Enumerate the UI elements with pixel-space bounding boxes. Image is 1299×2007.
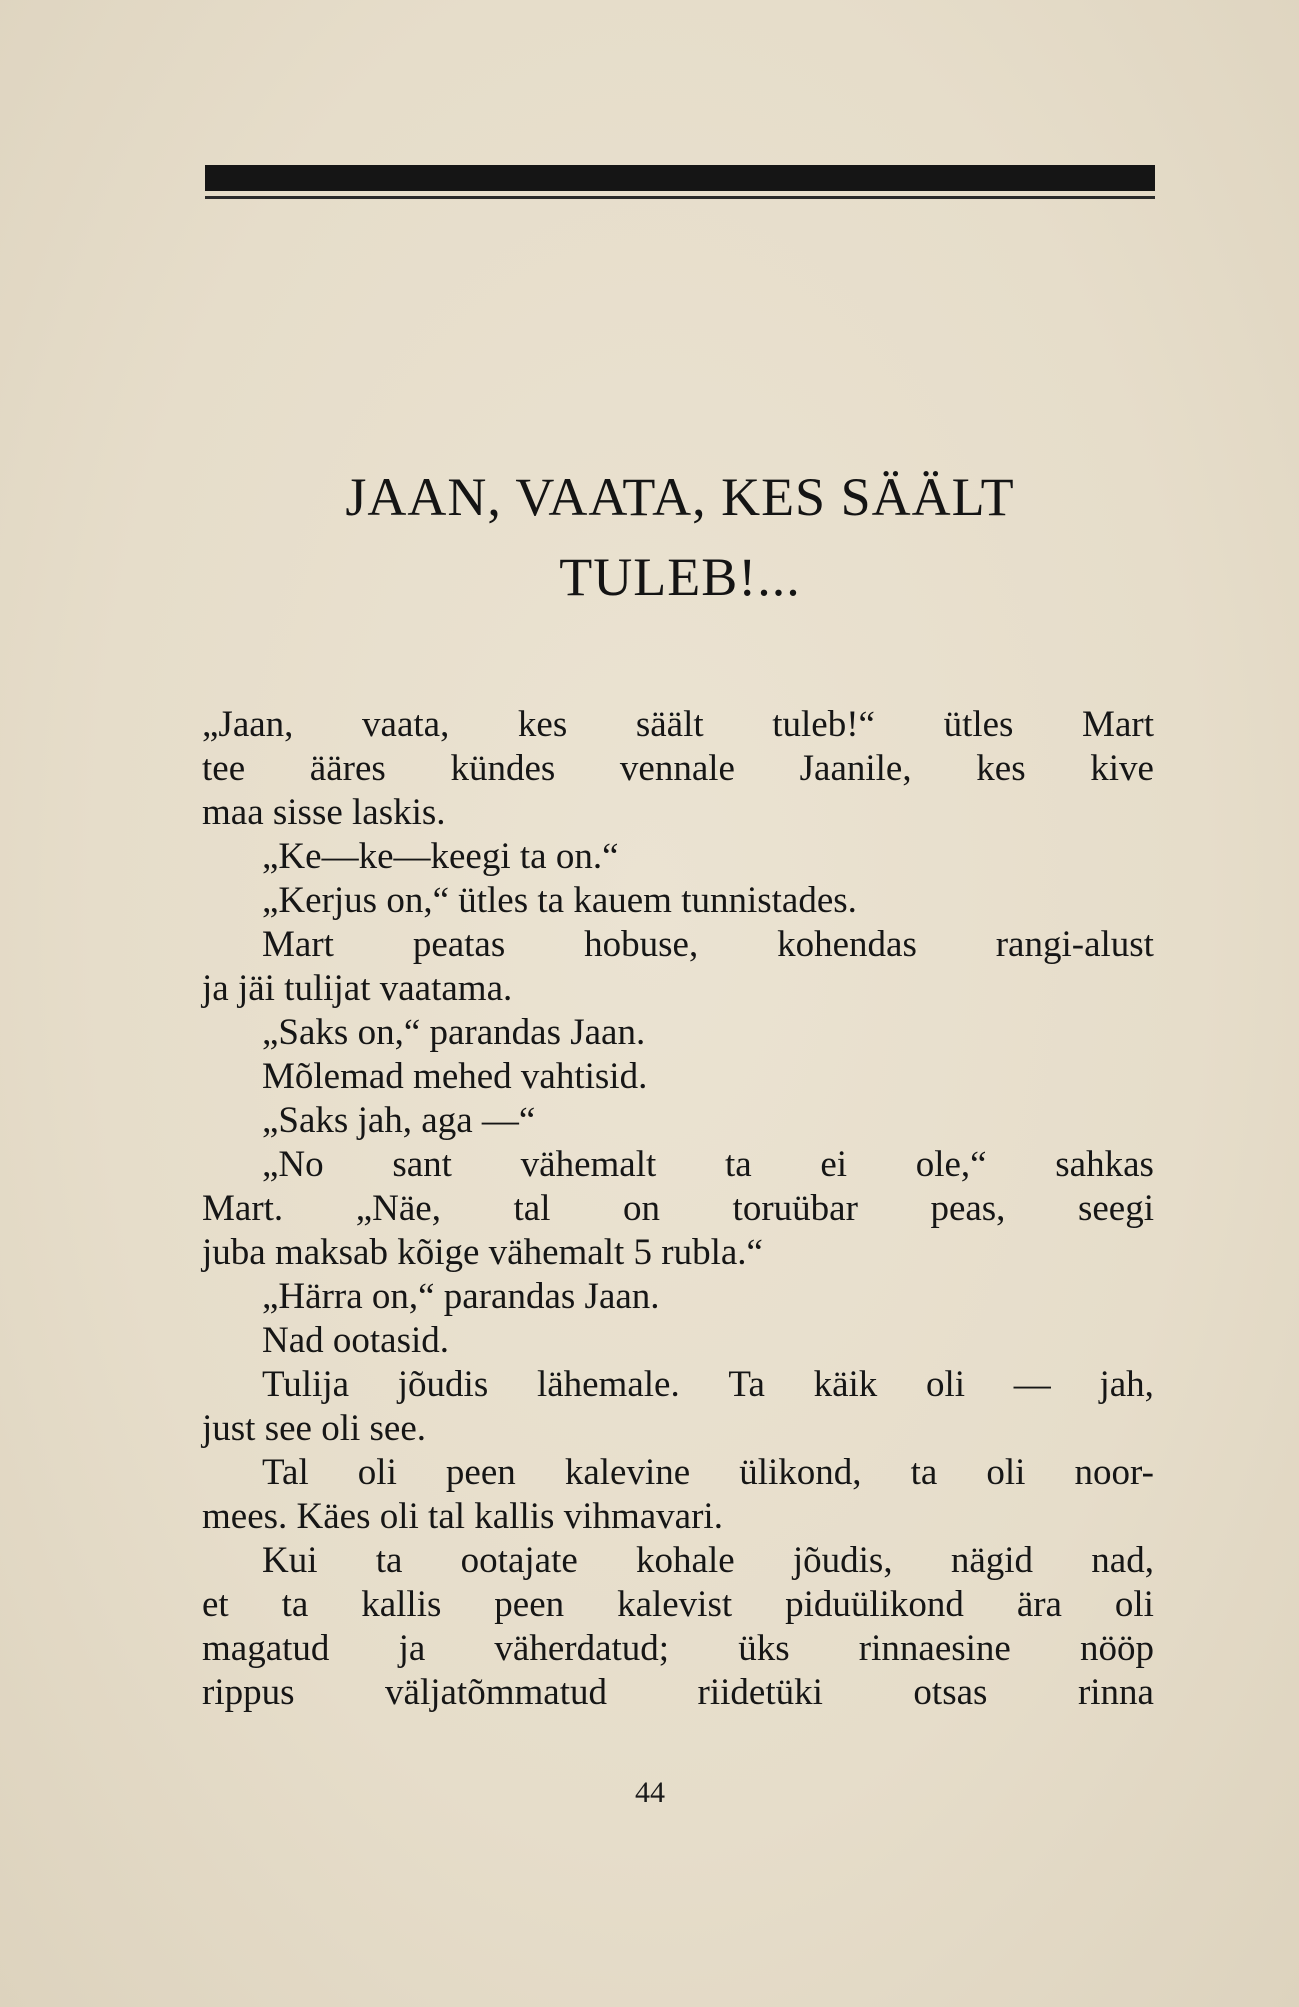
text-line: et ta kallis peen kalevist piduülikond ära oli bbox=[202, 1584, 1154, 1625]
text-line: „Saks jah, aga —“ bbox=[262, 1100, 536, 1141]
text-line: ja jäi tulijat vaatama. bbox=[202, 968, 513, 1009]
text-line: just see oli see. bbox=[202, 1408, 427, 1449]
text-line: Mart. „Näe, tal on toruübar peas, seegi bbox=[202, 1188, 1154, 1229]
text-line: Tal oli peen kalevine ülikond, ta oli noor- bbox=[262, 1452, 1154, 1493]
text-line: juba maksab kõige vähemalt 5 rubla.“ bbox=[202, 1232, 763, 1273]
text-line: rippus väljatõmmatud riidetüki otsas rinna bbox=[202, 1672, 1154, 1713]
text-line: „Härra on,“ parandas Jaan. bbox=[262, 1276, 660, 1317]
text-line: tee ääres kündes vennale Jaanile, kes kive bbox=[202, 748, 1154, 789]
text-line: Kui ta ootajate kohale jõudis, nägid nad, bbox=[262, 1540, 1154, 1581]
header-rule-thin bbox=[205, 196, 1155, 199]
text-line: magatud ja väherdatud; üks rinnaesine nööp bbox=[202, 1628, 1154, 1669]
text-line: Mõlemad mehed vahtisid. bbox=[262, 1056, 648, 1097]
page-number: 44 bbox=[635, 1776, 665, 1809]
chapter-title-line-2: TULEB!... bbox=[559, 547, 801, 607]
text-line: mees. Käes oli tal kallis vihmavari. bbox=[202, 1496, 723, 1537]
text-line: „No sant vähemalt ta ei ole,“ sahkas bbox=[262, 1144, 1154, 1185]
text-line: „Saks on,“ parandas Jaan. bbox=[262, 1012, 646, 1053]
text-line: Tulija jõudis lähemale. Ta käik oli — jah, bbox=[262, 1364, 1154, 1405]
text-line: Mart peatas hobuse, kohendas rangi-alust bbox=[262, 924, 1154, 965]
text-line: maa sisse laskis. bbox=[202, 792, 446, 833]
text-line: Nad ootasid. bbox=[262, 1320, 450, 1361]
text-line: „Kerjus on,“ ütles ta kauem tunnistades. bbox=[262, 880, 857, 921]
chapter-title-line-1: JAAN, VAATA, KES SÄÄLT bbox=[345, 467, 1015, 527]
text-line: „Ke—ke—keegi ta on.“ bbox=[262, 836, 619, 877]
text-line: „Jaan, vaata, kes säält tuleb!“ ütles Mart bbox=[202, 704, 1154, 745]
header-rule-thick bbox=[205, 165, 1155, 191]
